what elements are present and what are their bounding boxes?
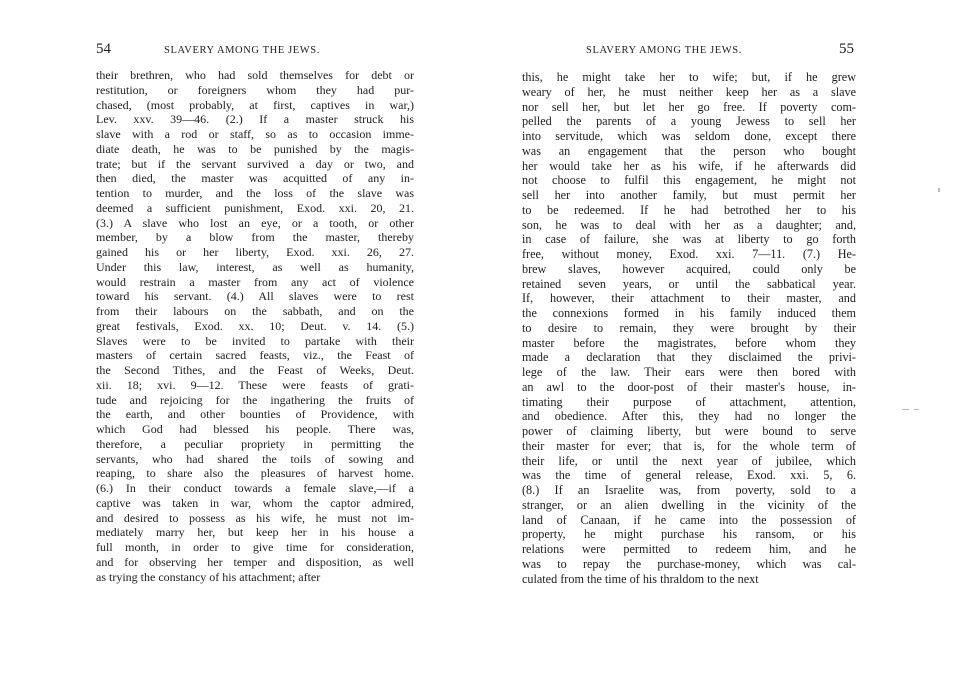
text-line: the earth, and other bounties of Providence, with — [96, 407, 414, 422]
text-line: this, he might take her to wife; but, if he grew — [522, 70, 856, 84]
text-line: nor sell her, but let her go free. If poverty com- — [522, 99, 856, 114]
right-page-text — [522, 70, 856, 586]
text-line: into servitude, which was seldom done, except there — [522, 129, 856, 143]
text-line: retained seven years, or until the sabbatical year. — [522, 276, 856, 291]
text-line: relations were permitted to redeem him, and he — [522, 542, 856, 556]
left-running-head: SLAVERY AMONG THE JEWS. — [164, 45, 320, 56]
text-line: Under this law, interest, as well as humanity, — [96, 259, 414, 274]
text-line: full month, in order to give time for consideration, — [96, 540, 414, 554]
text-line: was to repay the purchase-money, which was cal- — [522, 556, 856, 571]
text-line: tention to murder, and the loss of the slave was — [96, 186, 414, 200]
text-line: timating their purpose of attachment, attention, — [522, 394, 856, 409]
text-line: from their labours on the sabbath, and on the — [96, 304, 414, 318]
text-line: would restrain a master from any act of violence — [96, 274, 414, 289]
text-line: deemed a sufficient punishment, Exod. xxi. 20, 21. — [96, 200, 414, 215]
text-line: land of Canaan, if he came into the possession of — [522, 512, 856, 527]
text-line: and obedience. After this, they had no longer the — [522, 409, 856, 424]
text-line: was an engagement that the person who bought — [522, 143, 856, 158]
text-line: not choose to fulfil this engagement, he might not — [522, 173, 856, 188]
text-line: Lev. xxv. 39—46. (2.) If a master struck his — [96, 112, 414, 127]
text-line: member, by a blow from the master, thereby — [96, 230, 414, 245]
text-line: captive was taken in war, whom the captor admired, — [96, 495, 414, 510]
text-line: diate death, he was to be punished by the magis- — [96, 141, 414, 156]
text-line: an awl to the door-post of their master's house, in- — [522, 379, 856, 394]
text-line: xii. 18; xvi. 9—12. These were feasts of grati- — [96, 377, 414, 392]
text-line: in case of failure, she was at liberty to go forth — [522, 232, 856, 247]
text-line: trate; but if the servant survived a day or two, and — [96, 156, 414, 171]
text-line: (8.) If an Israelite was, from poverty, sold to a — [522, 483, 856, 497]
text-line: which God had blessed his people. There was, — [96, 422, 414, 436]
text-line: therefore, a peculiar propriety in permitting the — [96, 436, 414, 451]
text-line: restitution, or foreigners whom they had pur- — [96, 82, 414, 97]
text-line: sell her into another family, but must permit her — [522, 188, 856, 202]
text-line: lege of the law. Their ears were then bored with — [522, 365, 856, 379]
text-line: great festivals, Exod. xx. 10; Deut. v. 14. (5.) — [96, 318, 414, 333]
left-page-header — [96, 41, 414, 64]
text-line: If, however, their attachment to their master, and — [522, 291, 856, 306]
text-line: and desired to possess as his wife, he must not im- — [96, 510, 414, 525]
text-line: to be redeemed. If he had betrothed her to his — [522, 202, 856, 217]
text-line: as trying the constancy of his attachment; after — [96, 569, 321, 584]
text-line: free, without money, Exod. xxi. 7—11. (7.) He- — [522, 247, 856, 261]
text-line: to desire to remain, they were brought by their — [522, 320, 856, 335]
text-line: and for observing her temper and disposition, as well — [96, 554, 414, 569]
text-line: reaping, to share also the pleasures of harvest home. — [96, 466, 414, 481]
text-line: slave with a rod or staff, so as to occasion imme- — [96, 127, 414, 141]
text-line: mediately marry her, but keep her in his house a — [96, 525, 414, 540]
margin-speck — [914, 409, 919, 410]
text-line: toward his servant. (4.) All slaves were to rest — [96, 289, 414, 304]
right-page-number: 55 — [839, 41, 854, 57]
text-line: (3.) A slave who lost an eye, or a tooth, or other — [96, 215, 414, 230]
text-line: their master for ever; that is, for the whole term of — [522, 438, 856, 453]
text-line: made a declaration that they disclaimed the privi- — [522, 350, 856, 365]
text-line: pelled the parents of a young Jewess to sell her — [522, 114, 856, 129]
text-line: their life, or until the next year of jubilee, which — [522, 453, 856, 468]
right-page-header — [522, 41, 856, 64]
text-line: master before the magistrates, before whom they — [522, 335, 856, 350]
text-line: was the time of general release, Exod. xxi. 5, 6. — [522, 468, 856, 483]
margin-speck — [938, 188, 940, 192]
text-line: gained his or her liberty, Exod. xxi. 26, 27. — [96, 245, 414, 259]
text-line: her would take her as his wife, if he afterwards did — [522, 158, 856, 173]
text-line: chased, (most probably, at first, captives in war,) — [96, 97, 414, 112]
text-line: their brethren, who had sold themselves for debt or — [96, 68, 414, 82]
text-line: culated from the time of his thraldom to the next — [522, 571, 759, 586]
text-line: the Second Tithes, and the Feast of Weeks, Deut. — [96, 363, 414, 377]
text-line: Slaves were to be invited to partake with their — [96, 333, 414, 348]
text-line: brew slaves, however acquired, could only be — [522, 261, 856, 276]
text-line: property, he might purchase his ransom, or his — [522, 527, 856, 542]
margin-speck — [902, 409, 909, 410]
left-page-number: 54 — [96, 41, 111, 57]
text-line: then died, the master was acquitted of any in- — [96, 171, 414, 186]
text-line: son, he was to deal with her as a daughter; and, — [522, 217, 856, 232]
right-running-head: SLAVERY AMONG THE JEWS. — [586, 45, 742, 56]
text-line: power of claiming liberty, but were bound to serve — [522, 424, 856, 438]
text-line: servants, who had shared the toils of sowing and — [96, 451, 414, 466]
text-line: stranger, or an alien dwelling in the vicinity of the — [522, 497, 856, 512]
text-line: the connexions formed in his family induced them — [522, 306, 856, 320]
left-page-text — [96, 68, 414, 584]
text-line: tude and rejoicing for the ingathering the fruits of — [96, 392, 414, 407]
text-line: masters of certain sacred feasts, viz., the Feast of — [96, 348, 414, 363]
text-line: weary of her, he must neither keep her as a slave — [522, 84, 856, 99]
text-line: (6.) In their conduct towards a female slave,—if a — [96, 481, 414, 495]
